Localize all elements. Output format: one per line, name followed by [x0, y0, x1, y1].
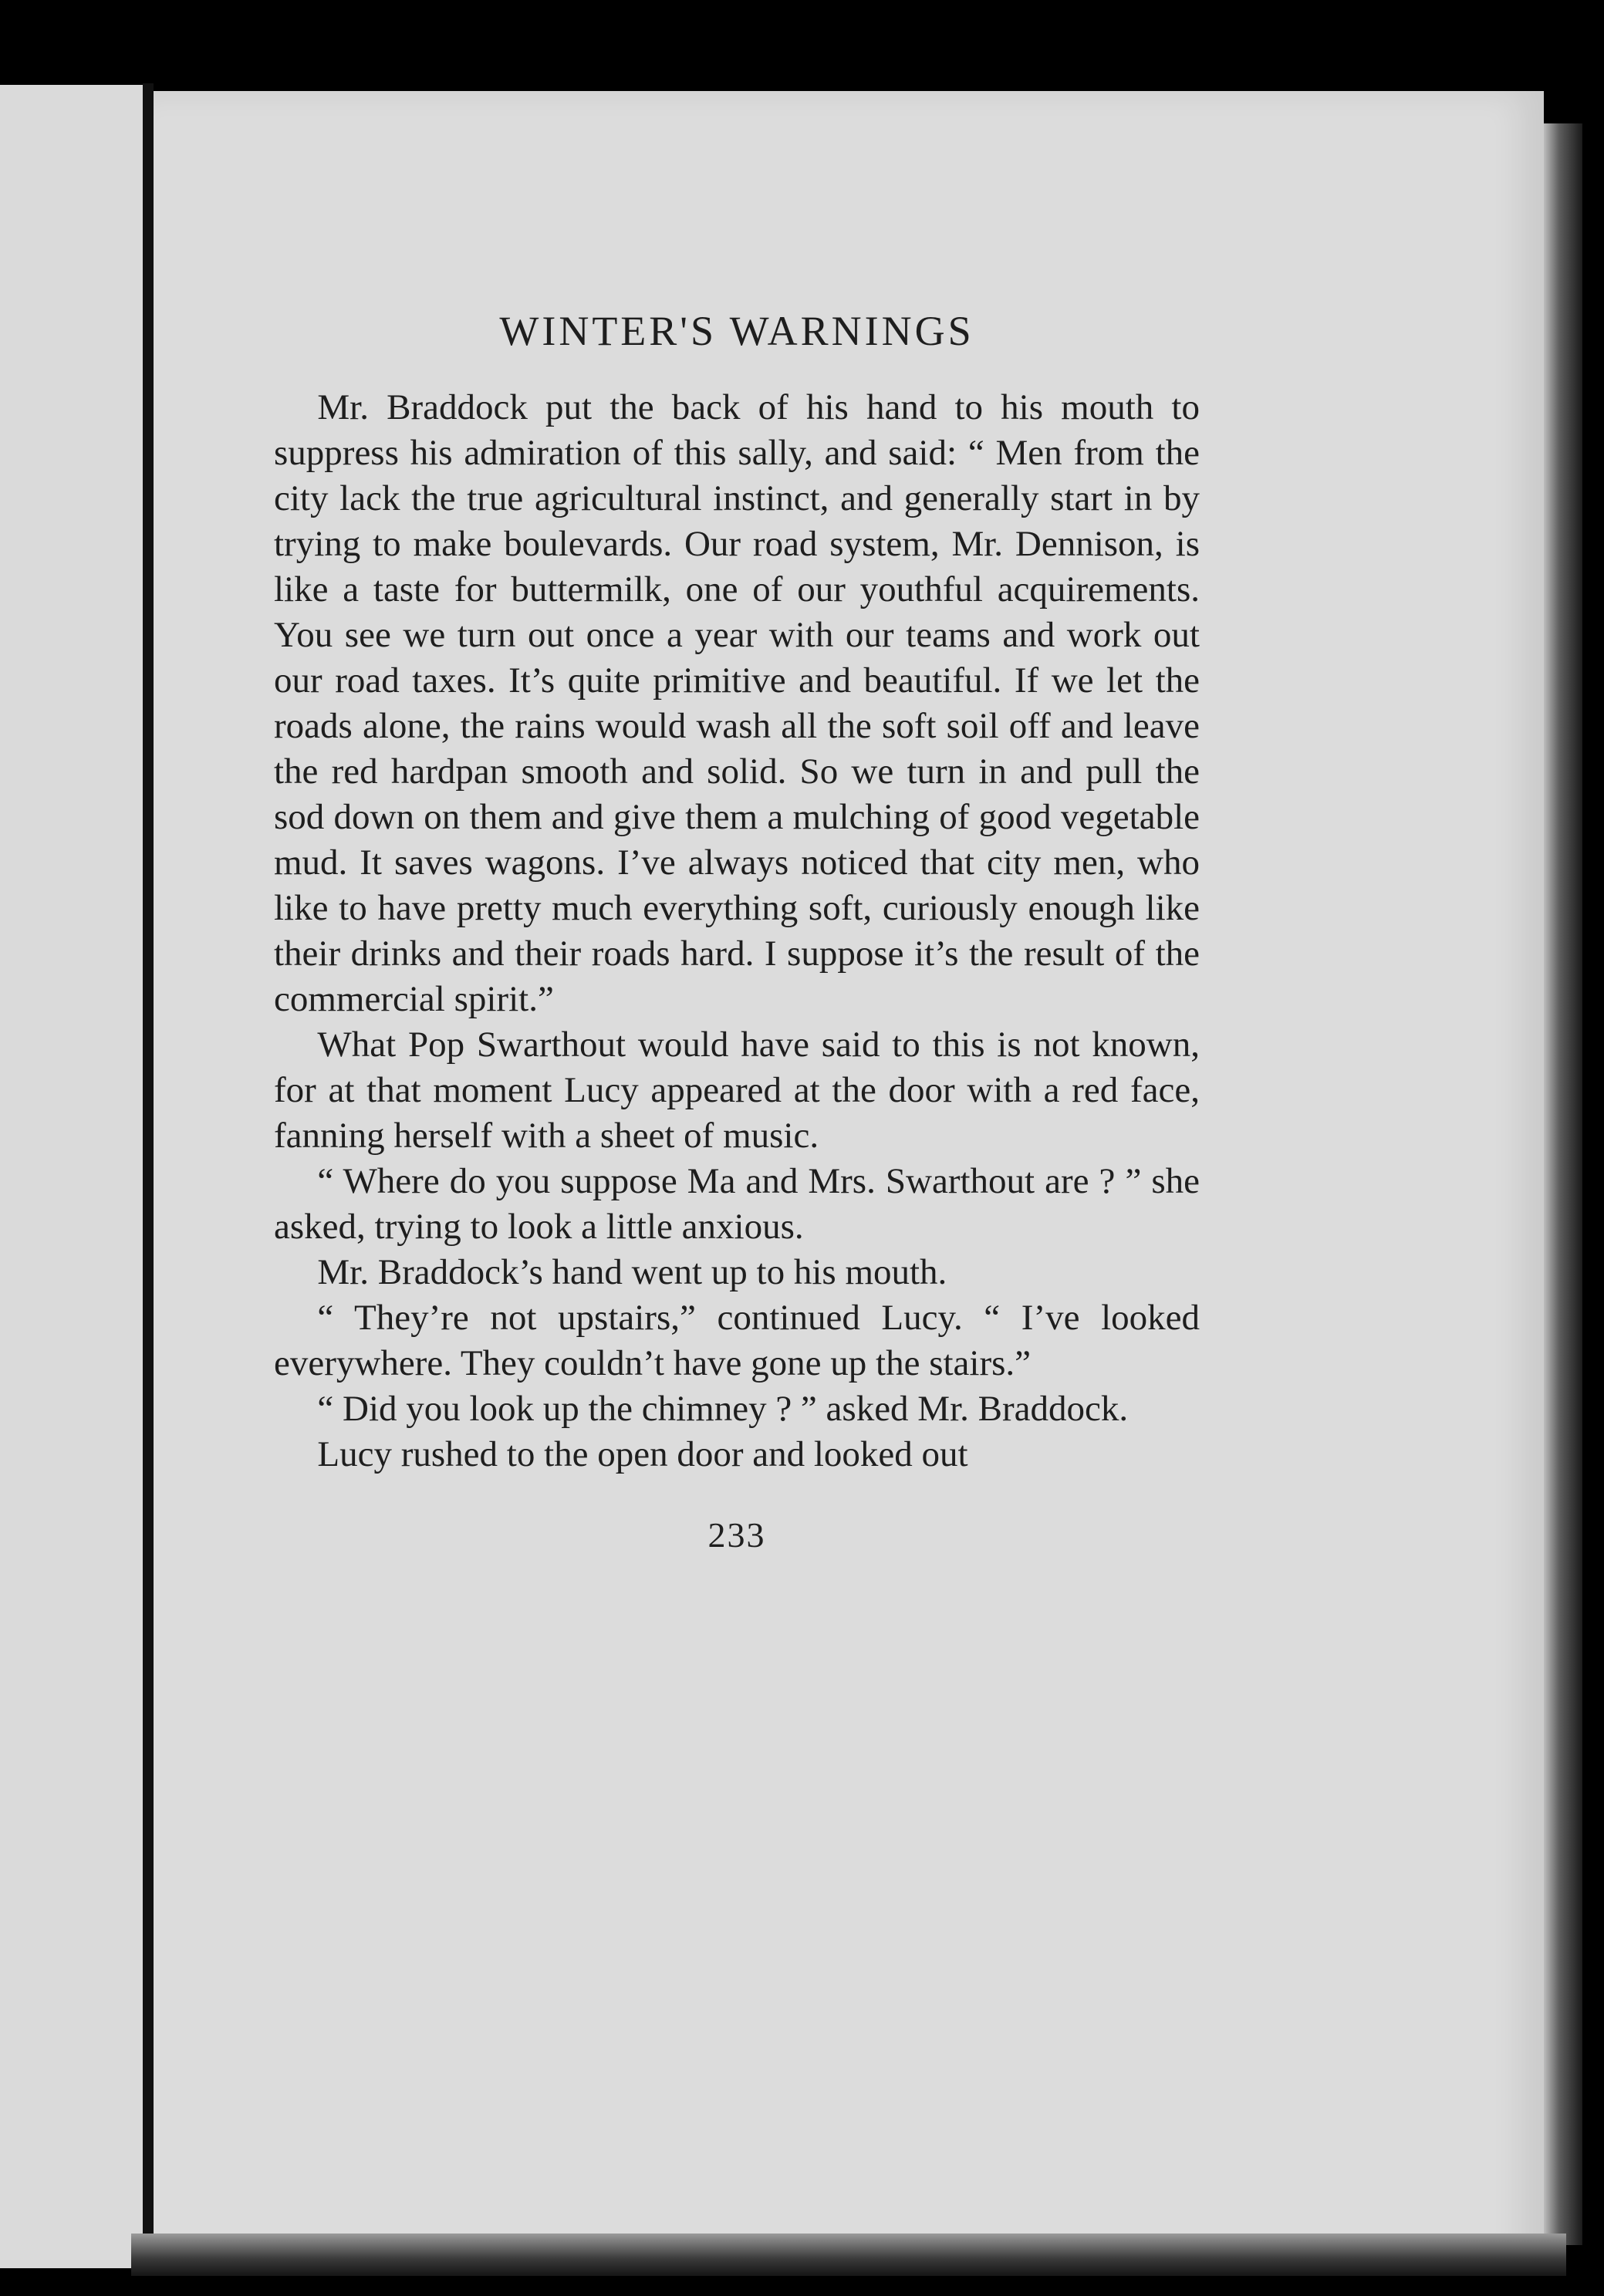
page-text-block — [274, 309, 1200, 1555]
page-bottom-edge — [131, 2234, 1566, 2276]
running-head: WINTER'S WARNINGS — [499, 308, 974, 354]
facing-page-edge — [0, 85, 143, 2268]
page-fore-edge — [1544, 123, 1582, 2245]
book-gutter — [143, 83, 154, 2273]
paragraph: “ They’re not upstairs,” continued Lucy. “ I’ve looked everywhere. They couldn’t have gone up the stairs.” — [274, 1298, 1200, 1384]
paragraph: “ Did you look up the chimney ? ” asked Mr. Braddock. — [317, 1389, 1129, 1430]
paragraph: Mr. Braddock’s hand went up to his mouth. — [317, 1252, 947, 1293]
paragraph: What Pop Swarthout would have said to this is not known, for at that moment Lucy appeared at the door with a red face, fanning herself with a sheet of music. — [274, 1025, 1200, 1156]
paragraph: “ Where do you suppose Ma and Mrs. Swarthout are ? ” she asked, trying to look a little anxious. — [274, 1161, 1200, 1248]
paragraph: Lucy rushed to the open door and looked out — [317, 1434, 968, 1475]
page-number: 233 — [707, 1515, 766, 1555]
paragraph: Mr. Braddock put the back of his hand to his mouth to suppress his admiration of this sally, and said: “ Men from the city lack the true agricultural instinct, and generally start in by trying to make boulevards. Our road system, Mr. Dennison, is like a taste for buttermilk, one of our youthful acquirements. You see we turn out once a year with our teams and work out our road taxes. It’s quite primitive and beautiful. If we let the roads alone, the rains would wash all the soft soil off and leave the red hardpan smooth and solid. So we turn in and pull the sod down on them and give them a mulching of good vegetable mud. It saves wagons. I’ve always noticed that city men, who like to have pretty much everything soft, curiously enough like their drinks and their roads hard. I suppose it’s the result of the commercial spirit.” — [274, 387, 1200, 1020]
